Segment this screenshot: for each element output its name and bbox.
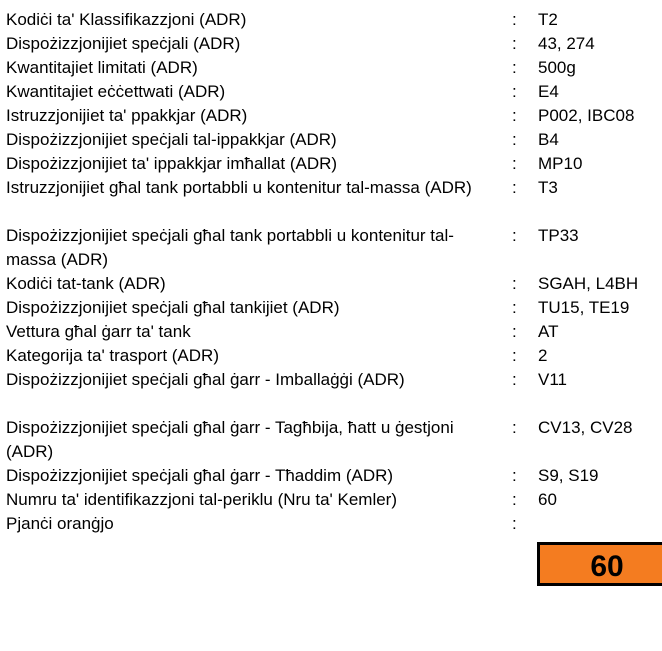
row-colon: : [512,298,517,317]
row-value: 2 [538,346,548,365]
row-value: TP33 [538,226,579,245]
row-colon: : [512,10,517,29]
row-colon: : [512,130,517,149]
row-label: Istruzzjonijiet ta' ppakkjar (ADR) [6,106,248,125]
row-value: 60 [538,490,557,509]
row-colon: : [512,274,517,293]
row-value: SGAH, L4BH [538,274,639,293]
row-colon: : [512,154,517,173]
row-value: TU15, TE19 [538,298,630,317]
row-colon: : [512,490,517,509]
row-colon: : [512,370,517,389]
row-colon: : [512,178,517,197]
row-label: Pjanċi oranġjo [6,514,114,533]
row-value: 500g [538,58,576,77]
row-label: Dispożizzjonijiet speċjali għal ġarr - Imballaġġi (ADR) [6,370,405,389]
row-colon: : [512,82,517,101]
row-label: Dispożizzjonijiet speċjali għal tank portabbli u kontenitur tal-massa (ADR) [6,226,454,269]
row-value: AT [538,322,559,341]
row-value: B4 [538,130,559,149]
row-label: Kodiċi tat-tank (ADR) [6,274,166,293]
row-label: Istruzzjonijiet għal tank portabbli u kontenitur tal-massa (ADR) [6,178,472,197]
row-value: T2 [538,10,558,29]
row-colon: : [512,514,517,533]
row-value: P002, IBC08 [538,106,635,125]
row-label: Numru ta' identifikazzjoni tal-periklu (Nru ta' Kemler) [6,490,398,509]
hazard-identification-number: 60 [590,550,624,583]
row-label: Dispożizzjonijiet speċjali tal-ippakkjar (ADR) [6,130,337,149]
row-label: Kwantitajiet limitati (ADR) [6,58,198,77]
row-label: Vettura għal ġarr ta' tank [6,322,191,341]
orange-hazard-plate [537,542,662,586]
row-label: Dispożizzjonijiet ta' ippakkjar imħallat (ADR) [6,154,338,173]
row-colon: : [512,346,517,365]
row-colon: : [512,226,517,245]
row-label: Dispożizzjonijiet speċjali għal ġarr - Tħaddim (ADR) [6,466,394,485]
row-colon: : [512,466,517,485]
row-value: T3 [538,178,558,197]
row-value: MP10 [538,154,583,173]
row-value: S9, S19 [538,466,599,485]
row-label: Dispożizzjonijiet speċjali għal ġarr - Tagħbija, ħatt u ġestjoni (ADR) [6,418,454,461]
row-value: E4 [538,82,559,101]
row-value: CV13, CV28 [538,418,633,437]
row-value: V11 [538,370,567,389]
row-label: Kategorija ta' trasport (ADR) [6,346,219,365]
row-colon: : [512,58,517,77]
row-colon: : [512,34,517,53]
row-label: Kwantitajiet eċċettwati (ADR) [6,82,226,101]
row-label: Dispożizzjonijiet speċjali għal tankijiet (ADR) [6,298,340,317]
row-colon: : [512,106,517,125]
row-label: Dispożizzjonijiet speċjali (ADR) [6,34,241,53]
row-label: Kodiċi ta' Klassifikazzjoni (ADR) [6,10,247,29]
row-colon: : [512,418,517,437]
row-colon: : [512,322,517,341]
row-value: 43, 274 [538,34,595,53]
